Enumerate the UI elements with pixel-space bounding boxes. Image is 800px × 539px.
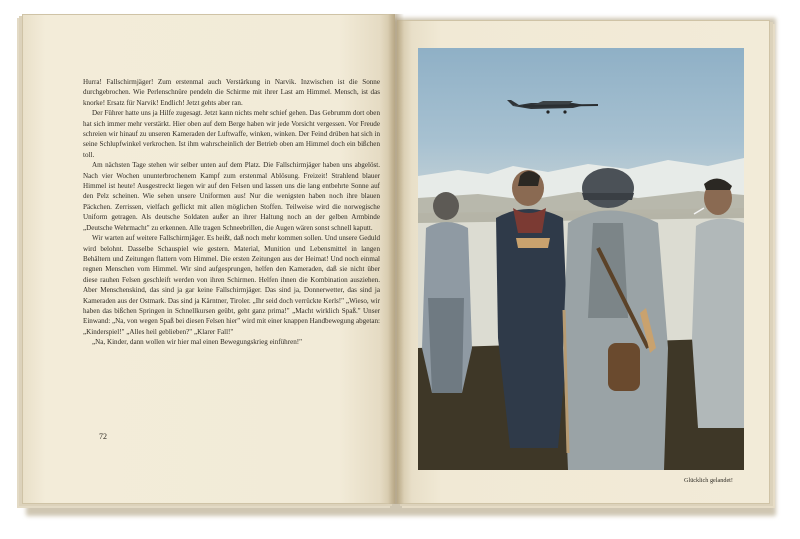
photo-illustration bbox=[418, 48, 744, 470]
body-text bbox=[83, 77, 380, 348]
book-gutter bbox=[388, 14, 404, 504]
right-page bbox=[397, 20, 770, 504]
paragraph: Hurra! Fallschirmjäger! Zum erstenmal auch Verstärkung in Narvik. Inzwischen ist die Sonne durchgebrochen. Wie Perlenschnüre pendeln die Schirme mit ihrer Last am Himmel. Mensch, ist das knorke! Ersatz für Narvik! Endlich! Jetzt gehts aber ran. bbox=[83, 78, 380, 107]
paragraph: „Na, Kinder, dann wollen wir hier mal einen Bewegungskrieg einführen!" bbox=[92, 338, 303, 347]
paragraph: Wir warten auf weitere Fallschirmjäger. Es heißt, daß noch mehr kommen sollen. Und unsere Geduld wird belohnt. Dasselbe Schauspiel wie gestern. Material, Munition und Lebensmittel in langen Behältern und Zeitungen flattern vom Himmel. Die ersten Zeitungen aus der Heimat! Und noch einmal regnen Menschen vom Himmel. Wir sind aufgesprungen, helfen den Kameraden, daß sie nicht über diese rauhen Felsen geschleift werden von ihren Schirmen. Helfen ihnen die Kombination ausziehen. Aber Menschenskind, das sind ja gar keine Fallschirmjäger. Das sind ja, Donnerwetter, das sind ja Kameraden aus der Ostmark. Das sind ja Kärntner, Tiroler. „Ihr seid doch verrückte Kerls!" „Wieso, wir haben das bißchen Springen in Schnellkursen geübt, geht ganz prima!" „Macht wirklich Spaß." Unser Einwand: „Na, von wegen Spaß bei diesen Felsen hier" wird mit einer knappen Handbewegung abgetan: „Kinderspiel!" „Alles heil geblieben?" „Klarer Fall!" bbox=[83, 234, 381, 336]
photo-caption: Glücklich gelandet! bbox=[684, 477, 733, 484]
airplane-icon bbox=[507, 100, 598, 114]
paragraph: Am nächsten Tage stehen wir selber unten auf dem Platz. Die Fallschirmjäger haben uns abgelöst. Nach vier Wochen ununterbrochenem Kampf zum erstenmal Ablösung. Freizeit! Strahlend blauer Himmel ist heute! Ausgestreckt liegen wir auf den Felsen und lassen uns die lang entbehrte Sonne auf den Pelz scheinen. Wie sehen unsere Uniformen aus! Nur die wenigsten haben noch ihre blauen Päckchen. Zerrissen, vielfach geflickt mit allen möglichen Stoffen. Teilweise wird die norwegische Uniform getragen. Als deutsche Soldaten außer an ihrer Haltung noch an der gelben Armbinde „Deutsche Wehrmacht" zu erkennen. Alle tragen Schneebrillen, die Augen wären sonst schnell kaputt. bbox=[83, 161, 380, 232]
color-photograph bbox=[418, 48, 744, 470]
open-book bbox=[22, 14, 774, 514]
page-number: 72 bbox=[99, 432, 107, 441]
canteen-icon bbox=[608, 343, 640, 391]
left-page bbox=[22, 14, 395, 504]
paragraph: Der Führer hatte uns ja Hilfe zugesagt. Jetzt kann nichts mehr schief gehen. Das Gebrumm dort oben hat sich immer mehr verstärkt. Hier oben auf dem Berge haben wir jede Vorsicht vergessen. Vor Freude schreien wir hinauf zu unseren Kameraden der Luftwaffe, winken, winken. Der Feind drüben hat sich in seine Schlupfwinkel verkrochen. Ist ihm wahrscheinlich der Betrieb oben am Himmel doch ein bißchen toll. bbox=[83, 109, 380, 159]
